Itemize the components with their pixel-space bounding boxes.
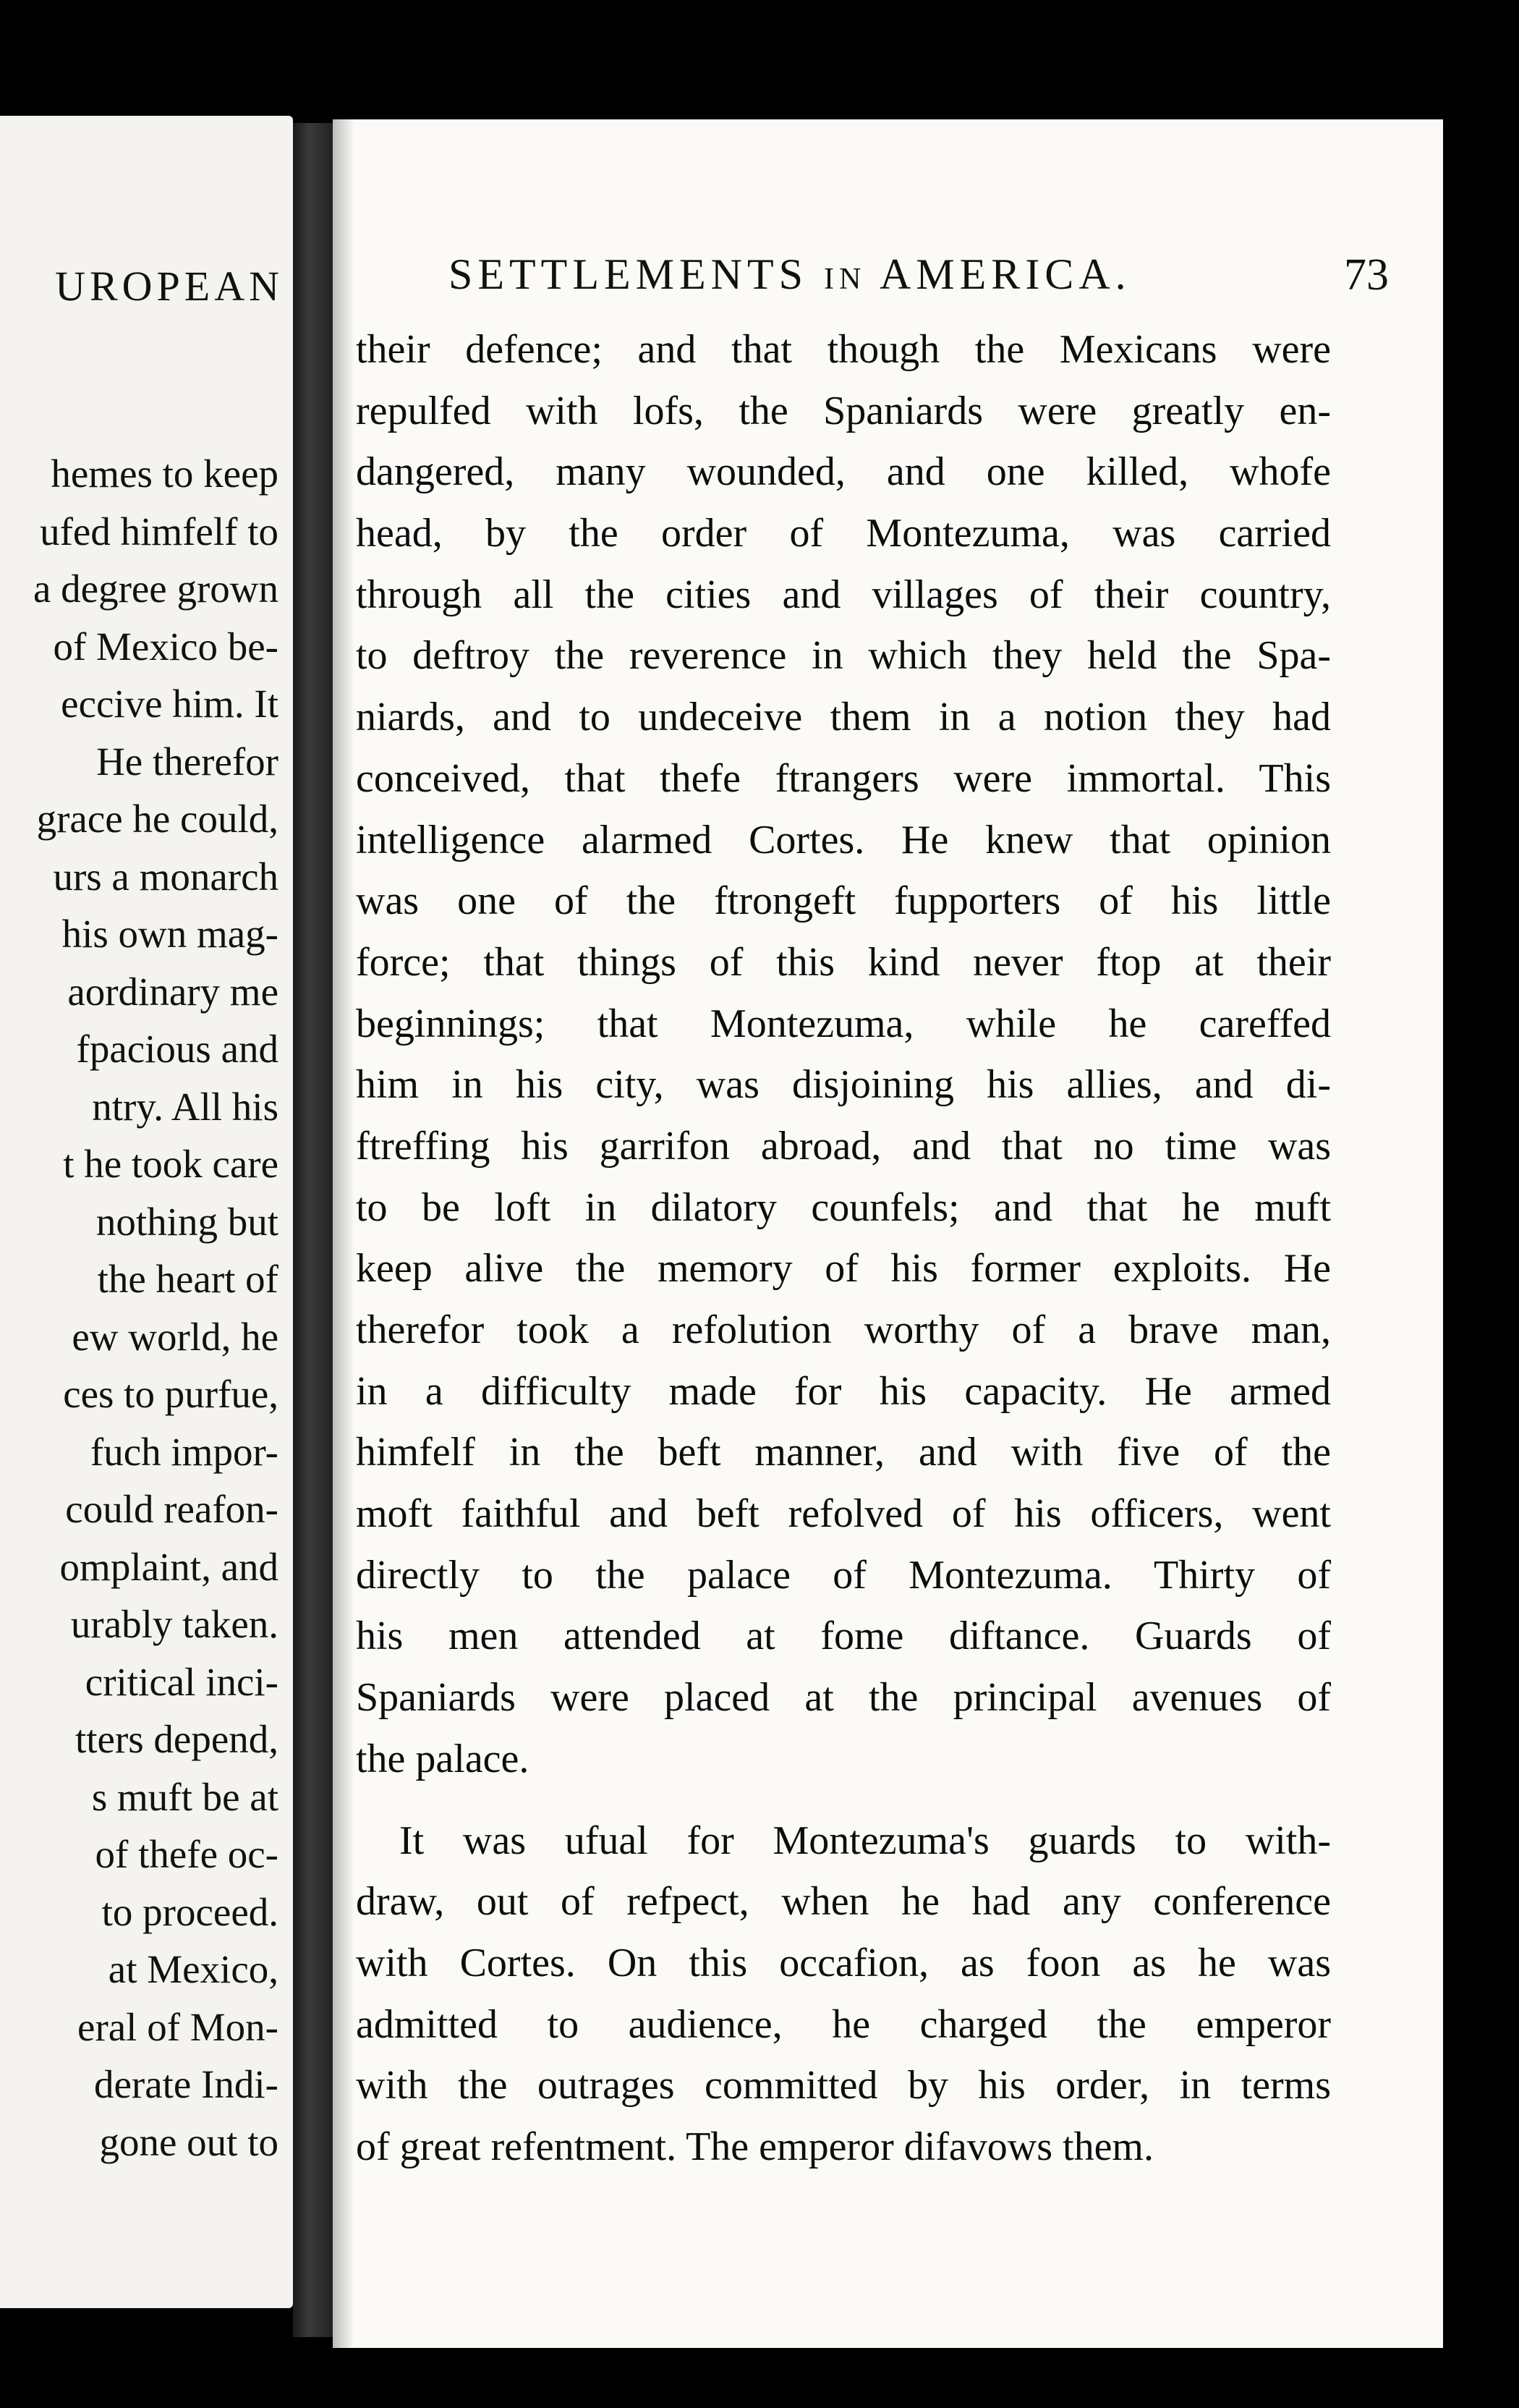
- paragraph-2: [356, 1810, 1331, 2178]
- text-line: force; that things of this kind never ftop at their: [356, 939, 1331, 985]
- text-line: intelligence alarmed Cortes. He knew that opinion: [356, 817, 1331, 862]
- text-line: to be loft in dilatory counfels; and that he muft: [356, 1184, 1331, 1230]
- text-line: s muft be at: [91, 1774, 278, 1819]
- body-text: [356, 319, 1331, 2178]
- text-line: eccive him. It: [61, 682, 278, 726]
- text-line: beginnings; that Montezuma, while he careffed: [356, 1001, 1331, 1046]
- text-line: of Mexico be-: [53, 624, 278, 669]
- text-line: to deftroy the reverence in which they held the Spa-: [356, 633, 1331, 679]
- text-line: niards, and to undeceive them in a notion they had: [356, 695, 1331, 740]
- text-line: aordinary me: [67, 969, 278, 1014]
- paragraph-gap: [356, 1790, 1331, 1810]
- text-line: of great refentment. The emperor difavows them.: [356, 2124, 1154, 2169]
- text-line: keep alive the memory of his former exploits. He: [356, 1246, 1331, 1292]
- text-line: urs a monarch: [53, 854, 278, 899]
- book-gutter: [293, 123, 333, 2337]
- text-line: admitted to audience, he charged the emperor: [356, 2001, 1331, 2047]
- text-line: moft faithful and beft refolved of his officers, went: [356, 1491, 1331, 1537]
- text-line: the palace.: [356, 1736, 529, 1781]
- text-line: therefor took a refolution worthy of a brave man,: [356, 1307, 1331, 1352]
- text-line: his men attended at fome diftance. Guards of: [356, 1614, 1331, 1659]
- text-line: repulfed with lofs, the Spaniards were greatly en-: [356, 388, 1331, 433]
- running-head: [448, 250, 1389, 315]
- left-page-text: [0, 445, 278, 2171]
- left-page: [0, 116, 293, 2308]
- text-line: He therefor: [96, 739, 278, 784]
- text-line: Spaniards were placed at the principal avenues of: [356, 1675, 1331, 1721]
- text-line: ufed himfelf to: [40, 509, 278, 554]
- text-line: omplaint, and: [59, 1544, 278, 1589]
- text-line: draw, out of refpect, when he had any conference: [356, 1879, 1331, 1925]
- text-line: in a difficulty made for his capacity. He armed: [356, 1368, 1331, 1414]
- paragraph-1: [356, 319, 1331, 1790]
- page-number: 73: [1344, 250, 1389, 300]
- text-line: himfelf in the beft manner, and with five of the: [356, 1430, 1331, 1475]
- text-line: could reafon-: [65, 1487, 278, 1531]
- text-line: ftreffing his garrifon abroad, and that no time was: [356, 1123, 1331, 1169]
- page-shadow: [333, 119, 354, 2348]
- text-line: gone out to: [99, 2119, 278, 2164]
- text-line: his own mag-: [61, 912, 278, 956]
- text-line: urably taken.: [70, 1602, 278, 1646]
- text-line: head, by the order of Montezuma, was carried: [356, 511, 1331, 556]
- text-line: at Mexico,: [108, 1947, 278, 1991]
- text-line: conceived, that thefe ftrangers were immortal. This: [356, 755, 1331, 801]
- text-line: tters depend,: [75, 1717, 278, 1761]
- text-line: of thefe oc-: [95, 1832, 278, 1876]
- right-page: [333, 119, 1443, 2348]
- text-line: nothing but: [95, 1199, 278, 1244]
- text-line: hemes to keep: [51, 452, 278, 496]
- text-line: a degree grown: [33, 567, 278, 611]
- text-line: directly to the palace of Montezuma. Thirty of: [356, 1552, 1331, 1598]
- text-line: t he took care: [63, 1142, 278, 1186]
- text-line: fpacious and: [76, 1027, 278, 1071]
- text-line: fuch impor-: [90, 1429, 278, 1474]
- text-line: the heart of: [97, 1257, 278, 1301]
- text-line: their defence; and that though the Mexicans were: [356, 327, 1331, 372]
- text-line: him in his city, was disjoining his allies, and di-: [356, 1062, 1331, 1108]
- text-line: to proceed.: [101, 1889, 278, 1934]
- text-line: ces to purfue,: [63, 1372, 278, 1416]
- text-line: with Cortes. On this occafion, as foon as he was: [356, 1940, 1331, 1985]
- text-line: dangered, many wounded, and one killed, whofe: [356, 449, 1331, 495]
- text-line: derate Indi-: [94, 2062, 278, 2106]
- text-line: ntry. All his: [92, 1084, 278, 1129]
- text-line: critical inci-: [85, 1659, 278, 1704]
- text-line: was one of the ftrongeft fupporters of his little: [356, 878, 1331, 924]
- text-line: ew world, he: [72, 1314, 278, 1359]
- running-head-title: SETTLEMENTS in AMERICA.: [448, 250, 1131, 298]
- text-line: eral of Mon-: [77, 2004, 278, 2049]
- text-line: through all the cities and villages of their country,: [356, 572, 1331, 617]
- text-line: It was ufual for Montezuma's guards to with-: [399, 1818, 1331, 1863]
- left-running-head: UROPEAN: [55, 263, 284, 310]
- text-line: grace he could,: [36, 797, 278, 841]
- text-line: with the outrages committed by his order, in terms: [356, 2063, 1331, 2108]
